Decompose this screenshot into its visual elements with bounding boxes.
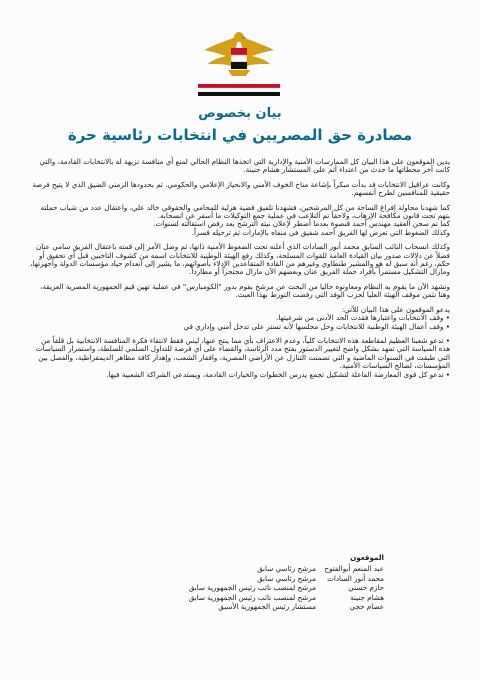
paragraph: كما تم سجن العقيد مهندس أحمد قنصوة بعدما أضطر لإعلان نيته الترشح بعد رفض استقالته لسنوات. (153, 219, 450, 229)
egypt-emblem-icon (198, 28, 280, 98)
signatory-role: مرشح رئاسي سابق (257, 564, 316, 574)
signatory-role: مستشار رئيس الجمهورية الأسبق (218, 602, 316, 612)
document-subtitle: مصادرة حق المصريين في انتخابات رئاسية حرة (67, 126, 413, 144)
signatory-name: محمد أنور السادات (327, 573, 384, 583)
signatories-heading: الموقعون (350, 553, 384, 562)
paragraph: وكذلك انسحاب النائب السابق محمد أنور السادات الذي أعلنه تحت الضغوط الأمنية ذاتها، ثم وصل الأمر إلى قمته باعتقال الفريق سامي عنان فضلاً عن دلالات صدور بيان القيادة العامة للقوات المسلحة، وكذلك رفع الهيئة الوطنية للانتخابات اسمه من كشوف الناخبين قبل أي تحقيق أو حكم، رغم أنه سبق له هو والمشير طنطاوي وغيرهم من القادة المتقاعدين الإدلاء بأصواتهم، ما يشير إلى انعدام حياد مؤسسات الدولة وأجهزتها، ومازال التشكيل مستمراً بأفراد حملة الفريق عنان وبعضهم الآن مازال محتجزاً أو مطارداً. (30, 242, 450, 277)
signatory-role: مرشح لمنصب نائب رئيس الجمهورية سابق (188, 583, 316, 593)
paragraph: وكانت عراقيل الانتخابات قد بدأت مبكراً بإشاعة مناخ الخوف الأمني والانحياز الإعلامي والحكومي، ثم بحدودها الزمني الضيق الذي لا يتيح فرصة حقيقية للمنافسين لطرح أنفسهم. (32, 179, 450, 198)
signatory-row (144, 593, 384, 602)
signatory-row (144, 574, 384, 583)
document-title: بيان بخصوص (198, 106, 282, 121)
paragraph: ونشهد الآن ما يقوم به النظام ومعاونوه حاليا من البحث عن مرشح يقوم بدور "الكومبارس" في عملية تهين قيم الجمهورية المصرية العريقة، وهنا نثمن موقف الهيئة العليا لحزب الوفد التي رفضت التورط بهذا العبث. (40, 281, 450, 300)
document-body (28, 158, 450, 385)
paragraph: يدعو الموقعون على هذا البيان للآتي: (341, 304, 450, 314)
list-item: • وقف أعمال الهيئة الوطنية للانتخابات وحل مجلسها لأنه تستر على تدخل أمني وإداري في (183, 321, 450, 331)
paragraph: يدين الموقعون على هذا البيان كل الممارسات الأمنية والإدارية التي اتخذها النظام الحالي لمنع أي منافسة نزيهة له بالانتخابات القادمة، والتي كانت آخر محطاتها ما حدث من اعتداء أثم على المستشار هشام جنينة. (39, 157, 450, 175)
paragraph: • ندعو شعبنا العظيم لمقاطعة هذه الانتخابات كلياً، وعدم الاعتراف بأي مما ينتج عنها، ليس فقط لانتفاء فكرة المنافسة الانتخابية بل قلقاً من هذه السياسة التي تمهد بشكل واضح لتغيير الدستور بفتح مدد الرئاسة، والقضاء على أي فرصة للتداول السلمي للسلطة، واستمرار السياسات التي طبقت في السنوات الماضية و التي تضمنت التنازل عن الأراضي المصرية، وافقار الشعب، وإهدار كافة مظاهر الديمقراطية، والفصل بين المؤسسات، لصالح السياسات الأمنية. (35, 335, 450, 371)
signatory-row (144, 602, 384, 611)
signatory-role: مرشح لمنصب نائب رئيس الجمهورية سابق (188, 592, 316, 602)
paragraph: وكذلك الضغوط التي تعرض لها الفريق أحمد شفيق في منفاه بالإمارات ثم ترحيله قسراً. (191, 227, 450, 237)
list-item: • وقف الانتخابات واعتبارها فقدت الحد الأدنى من شرعيتها. (276, 313, 450, 323)
signatories-block (144, 553, 384, 611)
signatory-row (144, 583, 384, 592)
paragraph: كما شهدنا محاولة إفراغ الساحة من كل المرشحين، فشهدنا تلفيق قضية هزلية للمحامي والحقوقي خالد علي، واعتقال عدد من شباب حملته بتهم تحت قانون مكافحة الإرهاب، ولاحقاً تم التلاعب في عملية جمع التوكيلات ما أسفر عن انسحابه. (40, 202, 450, 221)
signatory-row (144, 564, 384, 573)
signatory-name: عبد المنعم أبوالفتوح (324, 564, 384, 574)
signatory-name: عصام حجي (349, 602, 384, 612)
signatory-name: حازم حسني (348, 583, 384, 593)
demands-list (28, 314, 450, 331)
paragraph: • ندعو كل قوى المعارضة الفاعلة لتشكيل تجمع يدرس الخطوات والخيارات القادمة، ويستدعي الشراكة الشعبية فيها. (106, 369, 450, 379)
signatory-name: هشام جنينة (350, 592, 384, 602)
signatory-role: مرشح رئاسي سابق (257, 573, 316, 583)
